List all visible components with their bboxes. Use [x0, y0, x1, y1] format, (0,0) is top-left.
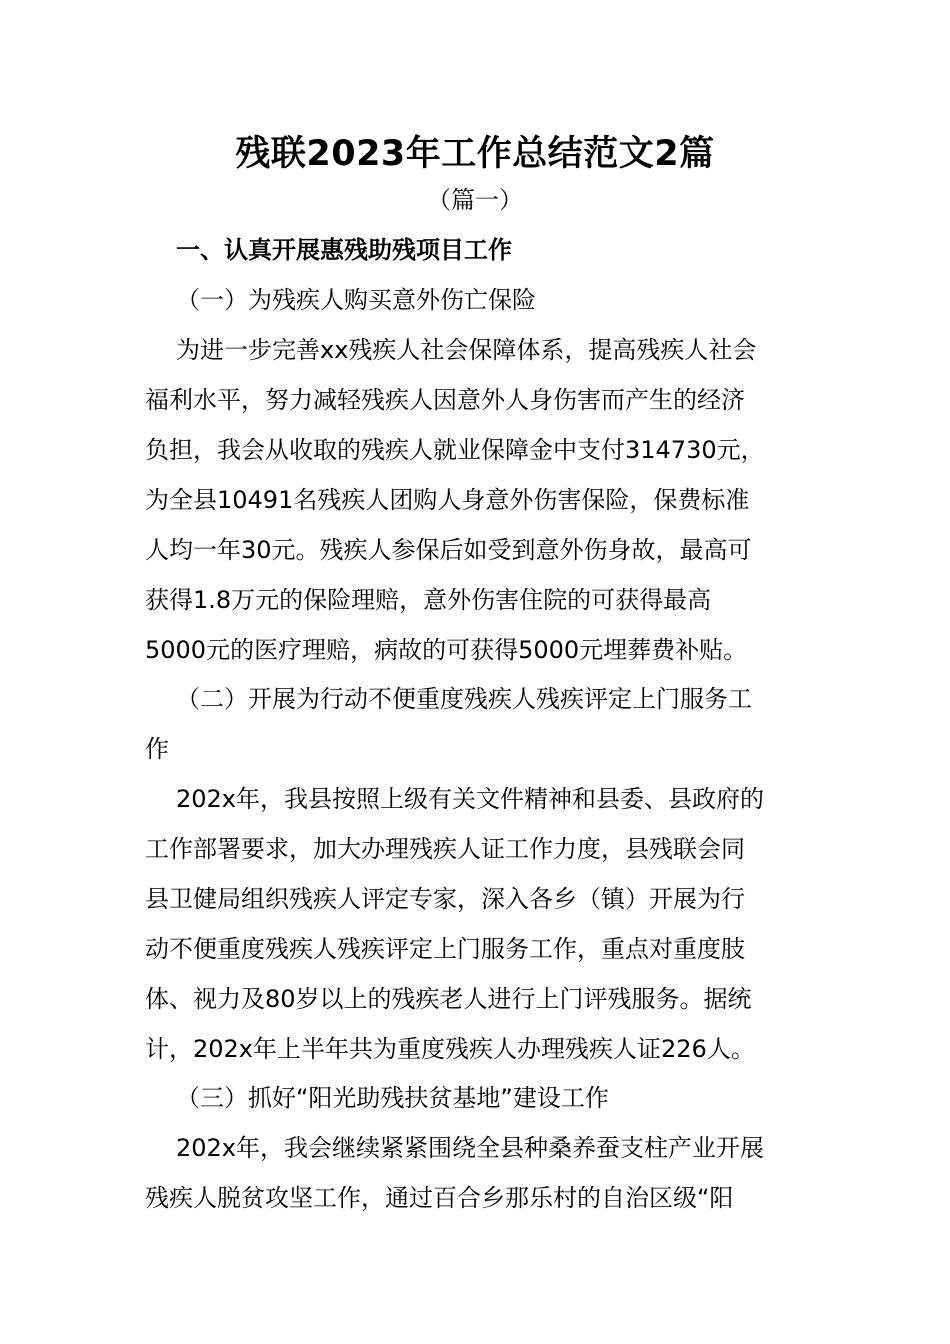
subsection-heading: （三）抓好“阳光助残扶贫基地”建设工作: [176, 1084, 609, 1112]
paragraph-line: 202x年，我会继续紧紧围绕全县种桑养蚕支柱产业开展: [176, 1134, 765, 1162]
paragraph-line: 为进一步完善xx残疾人社会保障体系，提高残疾人社会: [176, 336, 757, 364]
paragraph-line: 县卫健局组织残疾人评定专家，深入各乡（镇）开展为行: [145, 885, 745, 913]
paragraph-line: 动不便重度残疾人残疾评定上门服务工作，重点对重度肢: [145, 935, 745, 963]
subsection-heading: （一）为残疾人购买意外伤亡保险: [176, 286, 536, 314]
subsection-heading-continued: 作: [145, 735, 169, 763]
paragraph-line: 计，202x年上半年共为重度残疾人办理残疾人证226人。: [145, 1035, 755, 1063]
paragraph-line: 5000元的医疗理赔，病故的可获得5000元埋葬费补贴。: [145, 636, 748, 664]
paragraph-line: 体、视力及80岁以上的残疾老人进行上门评残服务。据统: [145, 985, 752, 1013]
document-title: 残联2023年工作总结范文2篇: [235, 134, 715, 174]
paragraph-line: 福利水平，努力减轻残疾人因意外人身伤害而产生的经济: [145, 386, 745, 414]
paragraph-line: 获得1.8万元的保险理赔，意外伤害住院的可获得最高: [145, 586, 712, 614]
paragraph-line: 为全县10491名残疾人团购人身意外伤害保险，保费标准: [145, 486, 750, 514]
paragraph-line: 人均一年30元。残疾人参保后如受到意外伤身故，最高可: [145, 536, 752, 564]
paragraph-line: 工作部署要求，加大办理残疾人证工作力度，县残联会同: [145, 835, 745, 863]
section-heading: 一、认真开展惠残助残项目工作: [176, 236, 512, 264]
paragraph-line: 残疾人脱贫攻坚工作，通过百合乡那乐村的自治区级“阳: [145, 1184, 734, 1212]
paragraph-line: 202x年，我县按照上级有关文件精神和县委、县政府的: [176, 785, 765, 813]
paragraph-line: 负担，我会从收取的残疾人就业保障金中支付314730元，: [145, 436, 765, 464]
subsection-heading: （二）开展为行动不便重度残疾人残疾评定上门服务工: [176, 685, 752, 713]
document-subtitle: （篇一）: [427, 186, 523, 214]
